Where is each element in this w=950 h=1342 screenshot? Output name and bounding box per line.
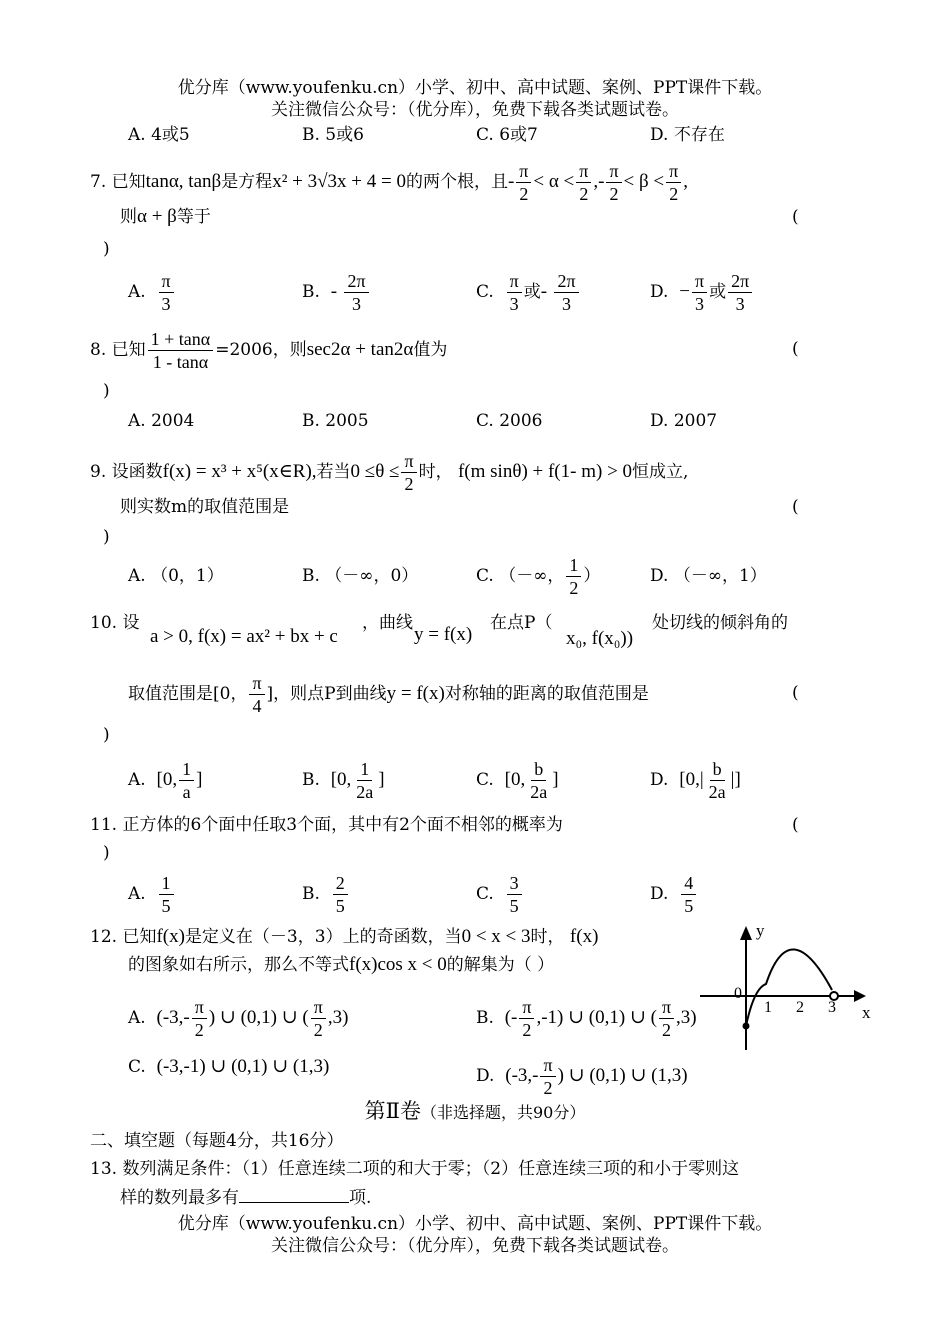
q7-paren-open: ( xyxy=(792,207,799,227)
q10-option-b: B. [0, $\frac{1}{2a}$ ] xyxy=(302,759,385,802)
q7-text-3: 的两个根，且 xyxy=(405,172,508,192)
q7-minus-1: - xyxy=(507,171,515,192)
graph-y-arrow xyxy=(740,926,752,940)
q9-option-d: D. （－∞，1） xyxy=(650,566,767,586)
q8-paren-close: ) xyxy=(103,381,110,401)
q10-paren-open: ( xyxy=(792,683,799,703)
q9-stem-2: 则实数m的取值范围是 xyxy=(120,497,290,517)
q7-math-1: tanα, tanβ xyxy=(145,171,222,192)
q9-option-c: C. （－∞， $\frac{1}{2}$ ） xyxy=(476,555,601,598)
q7-frac-pi-2-c: $\frac{\pi}{2}$ xyxy=(606,160,621,205)
q12-option-a: A. (-3,- $\frac{\pi}{2}$ ) ∪ (0,1) ∪ ( $\frac{\pi}{2}$ ,3) xyxy=(128,997,349,1040)
q7-stem-2 xyxy=(120,206,211,228)
q7-math-4: α + β xyxy=(137,206,177,227)
q10-paren-close: ) xyxy=(103,725,110,745)
q9-stem: 9. 设函数f(x) = x³ + x⁵(x∈R),若当0 ≤θ ≤ $\frac{\pi}{2}$ 时， f(m sinθ) + f(1- m) > 0恒成立, xyxy=(90,451,689,494)
q6-option-b: B. 5或6 xyxy=(302,125,364,145)
q7-option-c: C. $\frac{\pi}{3}$ 或- $\frac{2\pi}{3}$ xyxy=(476,270,581,315)
graph-tick-1: 1 xyxy=(764,999,772,1016)
q11-option-d: D. $\frac{4}{5}$ xyxy=(650,872,698,917)
q9-option-a: A. （0，1） xyxy=(128,566,224,586)
footer-line-1: 优分库（www.youfenku.cn）小学、初中、高中试题、案例、PPT课件下载。 xyxy=(177,1214,773,1234)
q8-option-a: A. 2004 xyxy=(128,411,195,431)
q8-fraction: $\frac{1 + \tan\alpha}{1 - \tan\alpha}$ xyxy=(148,328,214,373)
q10-option-d: D. [0,| $\frac{b}{2a}$ |] xyxy=(650,759,741,802)
q7-option-d: D. − $\frac{\pi}{3}$ 或 $\frac{2\pi}{3}$ xyxy=(650,270,754,315)
q10-option-a: A. [0, $\frac{1}{a}$ ] xyxy=(128,759,203,802)
q12-option-d: D. (-3,- $\frac{\pi}{2}$ ) ∪ (0,1) ∪ (1,3) xyxy=(476,1055,688,1098)
q10-text-4: 处切线的倾斜角的 xyxy=(652,613,788,633)
q8-option-c: C. 2006 xyxy=(476,411,543,431)
q7-text-5: 等于 xyxy=(176,207,211,227)
q12-stem: 12. 已知f(x)是定义在（－3，3）上的奇函数，当0 < x < 3时， f(x) xyxy=(90,926,599,947)
q10-option-c: C. [0, $\frac{b}{2a}$ ] xyxy=(476,759,559,802)
section-2-heading: 二、填空题（每题4分，共16分） xyxy=(90,1131,344,1151)
graph-tick-2: 2 xyxy=(796,999,804,1016)
q10-math-1: a > 0, f(x) = ax² + bx + c xyxy=(150,626,338,647)
q7-number: 7. xyxy=(90,172,107,192)
footer-line-2: 关注微信公众号：（优分库），免费下载各类试题试卷。 xyxy=(271,1236,679,1256)
q10-stem-2: 取值范围是[0， $\frac{\pi}{4}$ ]，则点P到曲线y = f(x)对称轴的距离的取值范围是 xyxy=(128,673,649,716)
q7-paren-close: ) xyxy=(103,239,110,259)
q6-option-a: A. 4或5 xyxy=(128,125,190,145)
part-2-subtitle: （非选择题，共90分） xyxy=(420,1103,586,1122)
q10-text-3: 在点P（ xyxy=(490,613,553,633)
q7-sep: ,- xyxy=(593,171,605,192)
q7-frac-pi-2-b: $\frac{\pi}{2}$ xyxy=(576,160,591,205)
q13-answer-blank[interactable] xyxy=(239,1186,349,1203)
q8-option-b: B. 2005 xyxy=(302,411,369,431)
header-line-2: 关注微信公众号：（优分库），免费下载各类试题试卷。 xyxy=(271,100,679,120)
q8-paren-open: ( xyxy=(792,339,799,359)
q11-paren-close: ) xyxy=(103,843,110,863)
q9-paren-close: ) xyxy=(103,527,110,547)
q7-ineq-1: < α < xyxy=(533,171,575,192)
graph-tick-3: 3 xyxy=(828,999,836,1016)
q7-option-a: A. $\frac{\pi}{3}$ xyxy=(128,270,176,315)
graph-origin-label: 0 xyxy=(734,985,742,1002)
q7-frac-pi-2-a: $\frac{\pi}{2}$ xyxy=(516,160,531,205)
part-2-title: 第Ⅱ卷（非选择题，共90分） xyxy=(364,1099,586,1123)
q11-paren-open: ( xyxy=(792,815,799,835)
graph-endpoint-origin xyxy=(743,1023,750,1030)
q7-option-b: B. - $\frac{2\pi}{3}$ xyxy=(302,270,371,315)
q8-option-d: D. 2007 xyxy=(650,411,718,431)
q11-stem: 11. 正方体的6个面中任取3个面，其中有2个面不相邻的概率为 xyxy=(90,815,563,835)
q7-text-2: 是方程 xyxy=(221,172,273,192)
q7-math-2: x² + 3√3x + 4 = 0 xyxy=(272,171,406,192)
q11-option-c: C. $\frac{3}{5}$ xyxy=(476,872,524,917)
q7-text-4: 则 xyxy=(120,207,137,227)
q6-option-c: C. 6或7 xyxy=(476,125,538,145)
q9-option-b: B. （－∞，0） xyxy=(302,566,419,586)
q10-math-2: y = f(x) xyxy=(414,624,473,645)
q10-math-3: x₀, f(x₀)) xyxy=(566,628,634,649)
header-line-1: 优分库（www.youfenku.cn）小学、初中、高中试题、案例、PPT课件下载。 xyxy=(177,78,773,98)
q12-stem-2: 的图象如右所示，那么不等式f(x)cos x < 0的解集为（ ） xyxy=(128,954,555,975)
q7-stem xyxy=(90,160,688,205)
q7-comma: , xyxy=(683,171,688,192)
q9-paren-open: ( xyxy=(792,497,799,517)
q10-text-2: ，曲线 xyxy=(362,613,413,633)
graph-curve xyxy=(746,949,832,1026)
q13-stem: 13. 数列满足条件：（1）任意连续二项的和大于零；（2）任意连续三项的和小于零则这 xyxy=(90,1159,740,1179)
q11-option-a: A. $\frac{1}{5}$ xyxy=(128,872,176,917)
q7-ineq-2: < β < xyxy=(623,171,665,192)
q13-stem-2: 样的数列最多有 项. xyxy=(120,1188,372,1208)
q12-function-graph xyxy=(690,918,880,1058)
q11-option-b: B. $\frac{2}{5}$ xyxy=(302,872,350,917)
q12-option-c: C. (-3,-1) ∪ (0,1) ∪ (1,3) xyxy=(128,1056,330,1077)
q10-stem: 10. 设 xyxy=(90,613,140,633)
graph-x-arrow xyxy=(854,990,866,1002)
graph-x-label: x xyxy=(862,1003,871,1022)
q12-option-b: B. (- $\frac{\pi}{2}$ ,-1) ∪ (0,1) ∪ ( $\frac{\pi}{2}$ ,3) xyxy=(476,997,697,1040)
q7-text-1: 已知 xyxy=(111,172,146,192)
q8-stem: 8. 已知 $\frac{1 + \tan\alpha}{1 - \tan\alpha}$ =2006，则sec2α + tan2α值为 xyxy=(90,329,448,372)
q7-frac-pi-2-d: $\frac{\pi}{2}$ xyxy=(666,160,681,205)
q6-option-d: D. 不存在 xyxy=(650,125,725,145)
graph-y-label: y xyxy=(756,921,765,940)
